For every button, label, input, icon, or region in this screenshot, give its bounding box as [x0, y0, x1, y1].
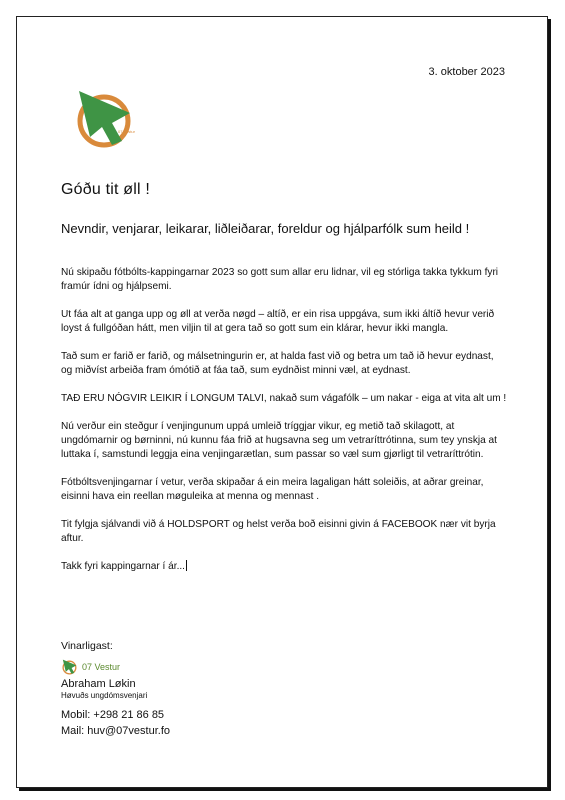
paragraph: Fótbóltsvenjingarnar í vetur, verða skipaðar á ein meira lagaligan hátt soleiðis, at aðrar greinar, eisinni hava ein reellan møguleika at menna og mennast . [61, 477, 484, 502]
paragraph: Nú skipaðu fótbólts-kappingarnar 2023 so gott sum allar eru lidnar, vil eg stórliga takka tykkum fyri framúr ídni og hjálpsemi. [61, 267, 499, 292]
paragraph: Nú verður ein steðgur í venjingunum uppá umleið tríggjar vikur, eg metið tað skilagott, at ungdómarnir og børninni, nú kunnu fáa frið at hugsavna seg um vetraríttrótinna, sum tey ynskja at luttaka í, samstundi leggja eina venjingarætlan, sum passar so væl sum gjørligt til vetraríttrótin. [61, 421, 497, 460]
letter-heading: Nevndir, venjarar, leikarar, liðleiðarar, foreldur og hjálparfólk sum heild ! [61, 221, 470, 236]
letter-body [61, 266, 507, 588]
signature-block [61, 639, 170, 739]
small-logo-icon [61, 658, 79, 676]
signature-brand [61, 657, 170, 677]
closing-text: Takk fyri kappingarnar í ár... [61, 561, 185, 572]
paragraph-closing [61, 560, 507, 574]
paragraph: Tað sum er farið er farið, og málsetningurin er, at halda fast við og betra um tað ið hevur eydnast, og miðvíst arbeiða fram ómótið at fáa tað, sum eydnðist minni væl, at eydnast. [61, 351, 494, 376]
greeting: Góðu tit øll ! [61, 181, 151, 198]
brand-name: 07 Vestur [82, 662, 121, 672]
letter-page [16, 16, 548, 788]
signer-role: Høvuðs ungdómsvenjari [61, 691, 148, 700]
signer-name: Abraham Løkin [61, 678, 136, 690]
logo-text: 07 Vestur [118, 129, 135, 134]
email-address: Mail: huv@07vestur.fo [61, 725, 170, 737]
text-cursor [186, 560, 187, 571]
paragraph: Tit fylgja sjálvandi við á HOLDSPORT og helst verða boð eisinni givin á FACEBOOK nær vit byrja aftur. [61, 519, 496, 544]
club-logo-icon [72, 85, 140, 153]
paragraph: TAÐ ERU NÓGVIR LEIKIR Í LONGUM TALVI, nakað sum vágafólk – um nakar - eiga at vita alt um ! [61, 393, 507, 404]
letter-date: 3. oktober 2023 [428, 66, 505, 78]
paragraph: Ut fáa alt at ganga upp og øll at verða nøgd – altíð, er ein risa uppgáva, sum ikki áltíð hevur verið loyst á fullgóðan hátt, men viljin til at gera tað so gott sum ein klárar, hevur ikki mangla. [61, 309, 495, 334]
signoff: Vinarligast: [61, 640, 113, 652]
mobile-number: Mobil: +298 21 86 85 [61, 709, 165, 721]
